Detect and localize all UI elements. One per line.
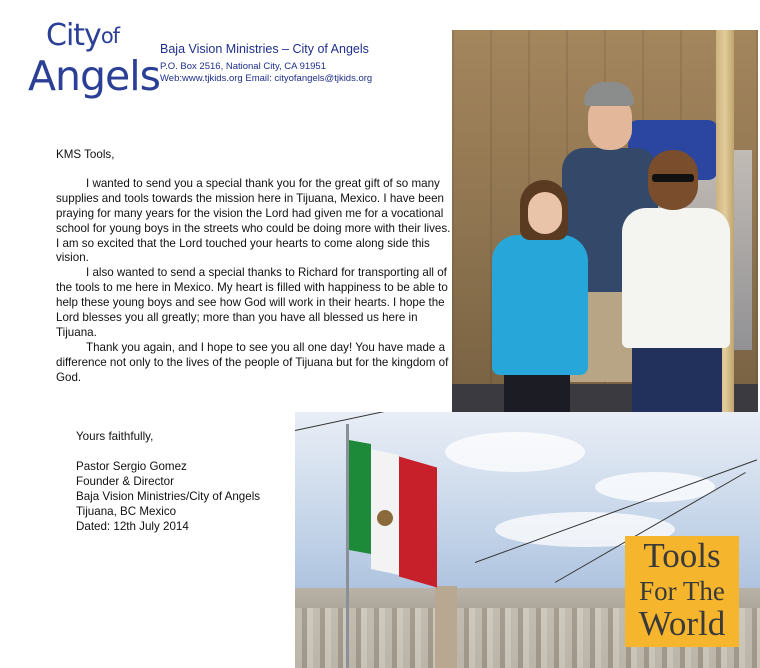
badge-line-1: Tools <box>643 536 721 575</box>
closing: Yours faithfully, <box>76 430 154 443</box>
badge-line-2: For The <box>639 576 725 606</box>
tools-for-the-world-logo <box>625 536 739 647</box>
salutation: KMS Tools, <box>56 148 115 161</box>
signer-org: Baja Vision Ministries/City of Angels <box>76 490 261 503</box>
paragraph-2: I also wanted to send a special thanks to Richard for transporting all of the tools to me here in Mexico. My heart is filled with happiness to be able to help these young boys and see how God will work in their hearts. I hope the Lord blesses you all greatly; more than you have all blessed us here in Tijuana. <box>56 266 448 339</box>
signer-title: Founder & Director <box>76 475 174 488</box>
signer-name: Pastor Sergio Gomez <box>76 460 187 473</box>
signer-location: Tijuana, BC Mexico <box>76 505 177 518</box>
paragraph-1: I wanted to send you a special thank you for the great gift of so many supplies and tools towards the mission here in Tijuana, Mexico. I have been praying for many years for the vision the Lord had given me for a vocational school for young boys in the streets who could be doing more with their lives. I am so excited that the Lord touched your hearts to come along side this vision. <box>56 176 451 265</box>
city-of-angels-logo <box>24 18 161 100</box>
logo-text-of: of <box>100 24 120 48</box>
signoff-block <box>76 429 260 534</box>
logo-text-city: City <box>46 18 101 53</box>
letter-date: Dated: 12th July 2014 <box>76 520 189 533</box>
letter-body <box>56 148 452 386</box>
badge-line-3: World <box>638 604 726 643</box>
logo-text-angels: Angels <box>28 52 161 100</box>
org-name: Baja Vision Ministries – City of Angels <box>160 42 369 56</box>
photo-people <box>452 30 758 474</box>
org-web-email: Web:www.tjkids.org Email: cityofangels@tjkids.org <box>160 73 373 84</box>
org-address: P.O. Box 2516, National City, CA 91951 <box>160 61 326 72</box>
paragraph-3: Thank you again, and I hope to see you all one day! You have made a difference not only to the lives of the people of Tijuana but for the kingdom of God. <box>56 340 449 384</box>
